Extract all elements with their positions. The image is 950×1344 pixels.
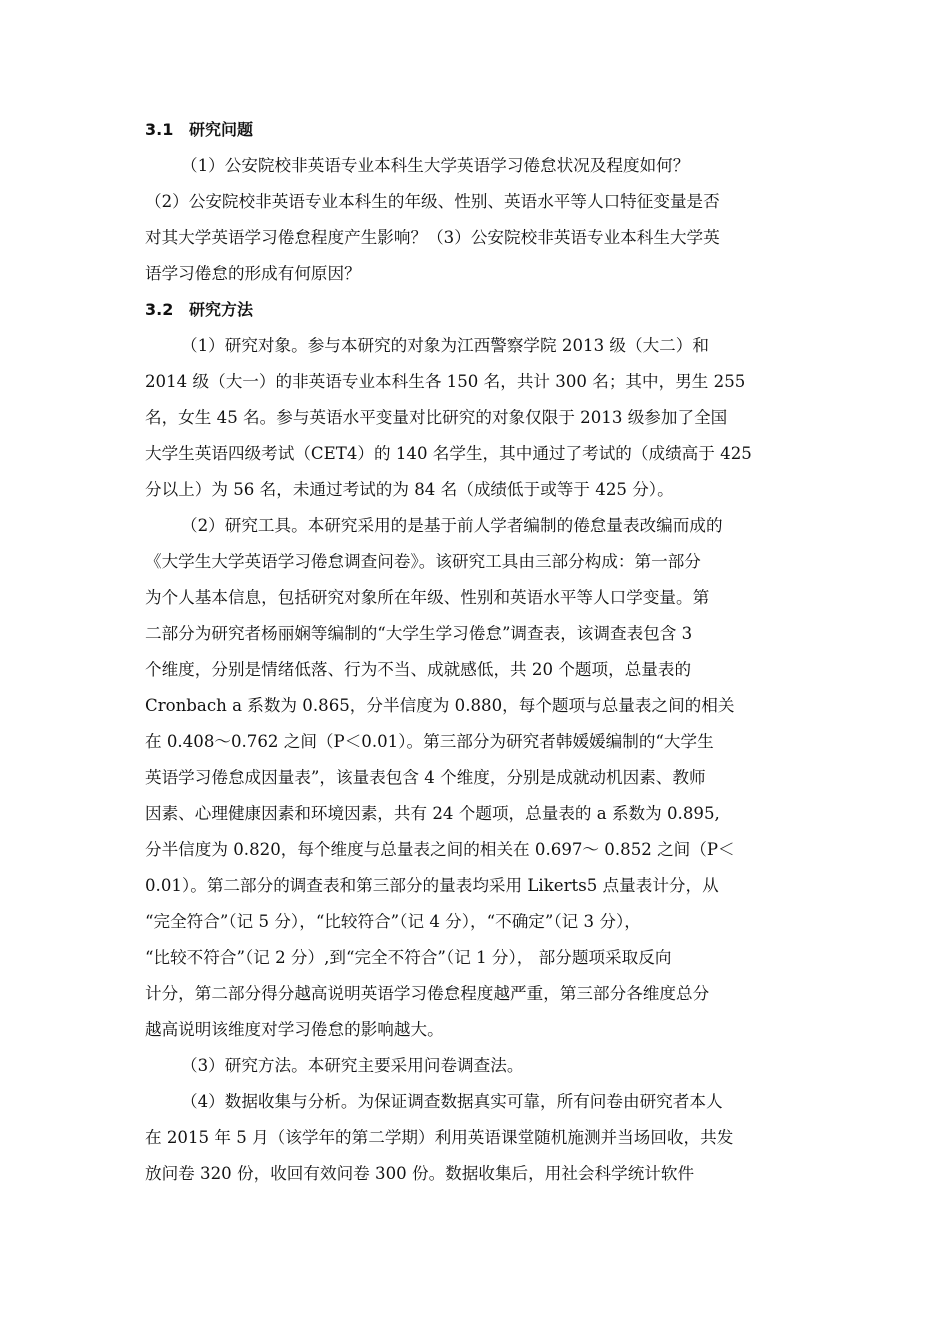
text-line: 个维度，分别是情绪低落、行为不当、成就感低，共 20 个题项，总量表的: [145, 660, 692, 679]
section-number: 3.1: [145, 120, 174, 139]
research-questions-paragraph: [145, 148, 805, 292]
text-line: 放问卷 320 份，收回有效问卷 300 份。数据收集后，用社会科学统计软件: [145, 1164, 695, 1183]
text-line: 分半信度为 0.820，每个维度与总量表之间的相关在 0.697～ 0.852 之间（P＜: [145, 840, 735, 859]
text-line: 因素、心理健康因素和环境因素，共有 24 个题项，总量表的 a 系数为 0.895,: [145, 804, 720, 823]
text-line: 大学生英语四级考试（CET4）的 140 名学生，其中通过了考试的（成绩高于 425: [145, 444, 752, 463]
paragraph-research-subjects: [145, 328, 805, 508]
text-line: Cronbach a 系数为 0.865，分半信度为 0.880，每个题项与总量表之间的相关: [145, 696, 735, 715]
text-line: 2014 级（大一）的非英语专业本科生各 150 名，共计 300 名；其中，男生 255: [145, 372, 746, 391]
section-title: 研究方法: [189, 300, 254, 319]
text-line: 0.01）。第二部分的调查表和第三部分的量表均采用 Likerts5 点量表计分，从: [145, 876, 719, 895]
section-heading-3-1: [145, 112, 805, 148]
text-line: 为个人基本信息，包括研究对象所在年级、性别和英语水平等人口学变量。第: [145, 588, 710, 607]
text-line: 越高说明该维度对学习倦怠的影响越大。: [145, 1020, 444, 1039]
text-line: 在 0.408～0.762 之间（P＜0.01）。第三部分为研究者韩媛媛编制的“大学生: [145, 732, 714, 751]
text-line: 语学习倦怠的形成有何原因？: [145, 264, 361, 283]
paragraph-research-tools: [145, 508, 805, 1048]
text-line: 《大学生大学英语学习倦怠调查问卷》。该研究工具由三部分构成：第一部分: [145, 552, 701, 571]
text-line: （1）研究对象。参与本研究的对象为江西警察学院 2013 级（大二）和: [181, 336, 709, 355]
text-line: 在 2015 年 5 月（该学年的第二学期）利用英语课堂随机施测并当场回收，共发: [145, 1128, 734, 1147]
text-line: （4）数据收集与分析。为保证调查数据真实可靠，所有问卷由研究者本人: [181, 1092, 723, 1111]
text-line: “完全符合”（记 5 分），“比较符合”（记 4 分），“不确定”（记 3 分），: [145, 912, 641, 931]
text-line: （3）研究方法。本研究主要采用问卷调查法。: [181, 1056, 524, 1075]
document-page: [145, 112, 805, 1192]
text-line: （1）公安院校非英语专业本科生大学英语学习倦怠状况及程度如何？: [181, 156, 690, 175]
paragraph-research-method: [145, 1048, 805, 1084]
text-line: （2）研究工具。本研究采用的是基于前人学者编制的倦怠量表改编而成的: [181, 516, 723, 535]
text-line: 计分，第二部分得分越高说明英语学习倦怠程度越严重，第三部分各维度总分: [145, 984, 710, 1003]
text-line: （2）公安院校非英语专业本科生的年级、性别、英语水平等人口特征变量是否: [145, 192, 720, 211]
text-line: 英语学习倦怠成因量表”，该量表包含 4 个维度，分别是成就动机因素、教师: [145, 768, 706, 787]
text-line: “比较不符合”（记 2 分）,到“完全不符合”（记 1 分）， 部分题项采取反向: [145, 948, 672, 967]
text-line: 名，女生 45 名。参与英语水平变量对比研究的对象仅限于 2013 级参加了全国: [145, 408, 728, 427]
section-number: 3.2: [145, 300, 174, 319]
section-title: 研究问题: [189, 120, 254, 139]
text-line: 分以上）为 56 名，未通过考试的为 84 名（成绩低于或等于 425 分）。: [145, 480, 674, 499]
text-line: 对其大学英语学习倦怠程度产生影响？（3）公安院校非英语专业本科生大学英: [145, 228, 720, 247]
paragraph-data-collection: [145, 1084, 805, 1192]
section-heading-3-2: [145, 292, 805, 328]
text-line: 二部分为研究者杨丽娴等编制的“大学生学习倦怠”调查表，该调查表包含 3: [145, 624, 693, 643]
